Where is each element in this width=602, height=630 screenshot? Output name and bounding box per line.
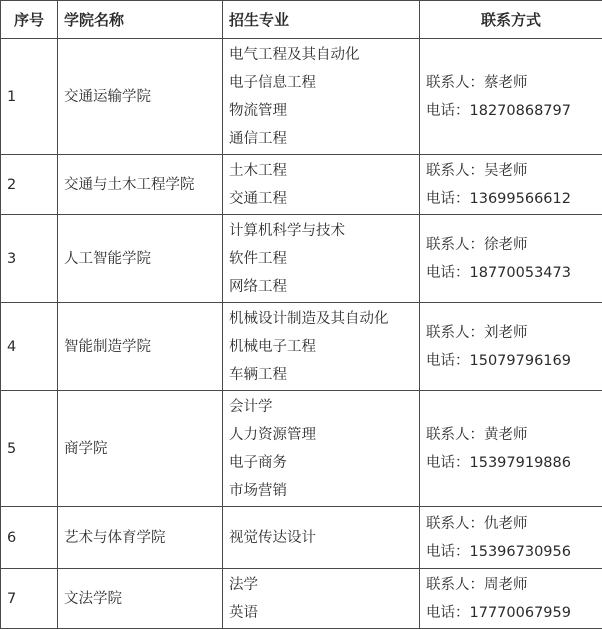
header-index: 序号 — [1, 1, 58, 39]
contact-person: 联系人：刘老师 — [426, 324, 528, 341]
major-item: 软件工程 — [229, 250, 287, 267]
college-name: 文法学院 — [58, 569, 223, 629]
table-row — [1, 569, 602, 629]
contact-person: 联系人：仇老师 — [426, 515, 528, 532]
contact-cell — [420, 569, 602, 629]
major-item: 交通工程 — [229, 190, 287, 207]
contact-phone: 电话：18270868797 — [426, 102, 571, 119]
majors-cell — [223, 507, 420, 569]
major-item: 人力资源管理 — [229, 426, 316, 443]
major-item: 通信工程 — [229, 130, 287, 147]
header-college: 学院名称 — [58, 1, 223, 39]
table-row — [1, 215, 602, 303]
table-row — [1, 155, 602, 215]
major-item: 电子商务 — [229, 454, 287, 471]
table-row — [1, 303, 602, 391]
contact-cell — [420, 39, 602, 155]
majors-cell — [223, 215, 420, 303]
table-row — [1, 507, 602, 569]
contact-phone: 电话：17770067959 — [426, 604, 571, 621]
college-name: 商学院 — [58, 391, 223, 507]
major-item: 电气工程及其自动化 — [229, 46, 360, 63]
major-item: 网络工程 — [229, 278, 287, 295]
major-item: 车辆工程 — [229, 366, 287, 383]
majors-cell — [223, 303, 420, 391]
major-item: 视觉传达设计 — [229, 529, 316, 546]
contact-cell — [420, 391, 602, 507]
major-item: 计算机科学与技术 — [229, 222, 345, 239]
contact-person: 联系人：周老师 — [426, 576, 528, 593]
row-index: 7 — [1, 569, 58, 629]
row-index: 1 — [1, 39, 58, 155]
contact-cell — [420, 507, 602, 569]
college-name: 交通运输学院 — [58, 39, 223, 155]
contact-person: 联系人：吴老师 — [426, 162, 528, 179]
contact-cell — [420, 215, 602, 303]
row-index: 5 — [1, 391, 58, 507]
contact-phone: 电话：15397919886 — [426, 454, 571, 471]
contact-person: 联系人：徐老师 — [426, 236, 528, 253]
major-item: 土木工程 — [229, 162, 287, 179]
header-contact: 联系方式 — [420, 1, 602, 39]
row-index: 3 — [1, 215, 58, 303]
row-index: 6 — [1, 507, 58, 569]
major-item: 会计学 — [229, 398, 273, 415]
header-majors: 招生专业 — [223, 1, 420, 39]
row-index: 4 — [1, 303, 58, 391]
majors-cell — [223, 155, 420, 215]
contact-cell — [420, 155, 602, 215]
contact-cell — [420, 303, 602, 391]
majors-cell — [223, 569, 420, 629]
majors-cell — [223, 391, 420, 507]
college-name: 人工智能学院 — [58, 215, 223, 303]
major-item: 物流管理 — [229, 102, 287, 119]
contact-person: 联系人：黄老师 — [426, 426, 528, 443]
contact-phone: 电话：18770053473 — [426, 264, 571, 281]
table-row — [1, 391, 602, 507]
major-item: 电子信息工程 — [229, 74, 316, 91]
college-name: 交通与土木工程学院 — [58, 155, 223, 215]
contact-phone: 电话：15079796169 — [426, 352, 571, 369]
major-item: 机械设计制造及其自动化 — [229, 310, 389, 327]
table-row — [1, 39, 602, 155]
header-row — [1, 1, 602, 39]
contact-person: 联系人：蔡老师 — [426, 74, 528, 91]
major-item: 法学 — [229, 576, 258, 593]
contact-phone: 电话：13699566612 — [426, 190, 571, 207]
college-name: 艺术与体育学院 — [58, 507, 223, 569]
row-index: 2 — [1, 155, 58, 215]
major-item: 机械电子工程 — [229, 338, 316, 355]
major-item: 市场营销 — [229, 482, 287, 499]
major-item: 英语 — [229, 604, 258, 621]
college-name: 智能制造学院 — [58, 303, 223, 391]
majors-cell — [223, 39, 420, 155]
contact-phone: 电话：15396730956 — [426, 543, 571, 560]
